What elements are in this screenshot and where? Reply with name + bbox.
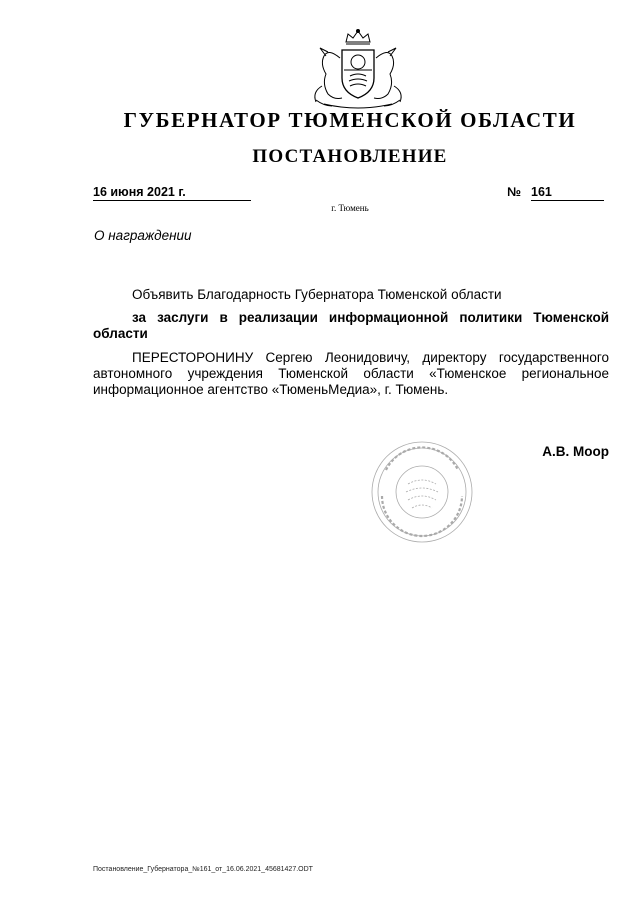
body-paragraph-reason: за заслуги в реализации информационной политики Тюменской области <box>93 310 609 341</box>
document-date: 16 июня 2021 г. <box>93 185 251 201</box>
coat-of-arms-emblem <box>302 28 414 112</box>
body-paragraph-award: Объявить Благодарность Губернатора Тюменской области <box>132 287 502 302</box>
official-stamp <box>370 440 474 544</box>
document-number: 161 <box>531 185 604 201</box>
organization-title: ГУБЕРНАТОР ТЮМЕНСКОЙ ОБЛАСТИ <box>123 108 577 132</box>
signature-name: А.В. Моор <box>542 444 609 459</box>
number-label: № <box>507 185 521 199</box>
city-label: г. Тюмень <box>331 203 369 213</box>
file-name-footer: Постановление_Губернатора_№161_от_16.06.2021_45681427.ODT <box>93 866 313 873</box>
document-subject: О награждении <box>94 228 192 243</box>
document-type-heading: ПОСТАНОВЛЕНИЕ <box>252 146 448 167</box>
body-paragraph-recipient: ПЕРЕСТОРОНИНУ Сергею Леонидовичу, директору государственного автономного учреждения Тюменской области «Тюменское региональное информационное агентство «ТюменьМедиа», г. Тюмень. <box>93 350 609 397</box>
